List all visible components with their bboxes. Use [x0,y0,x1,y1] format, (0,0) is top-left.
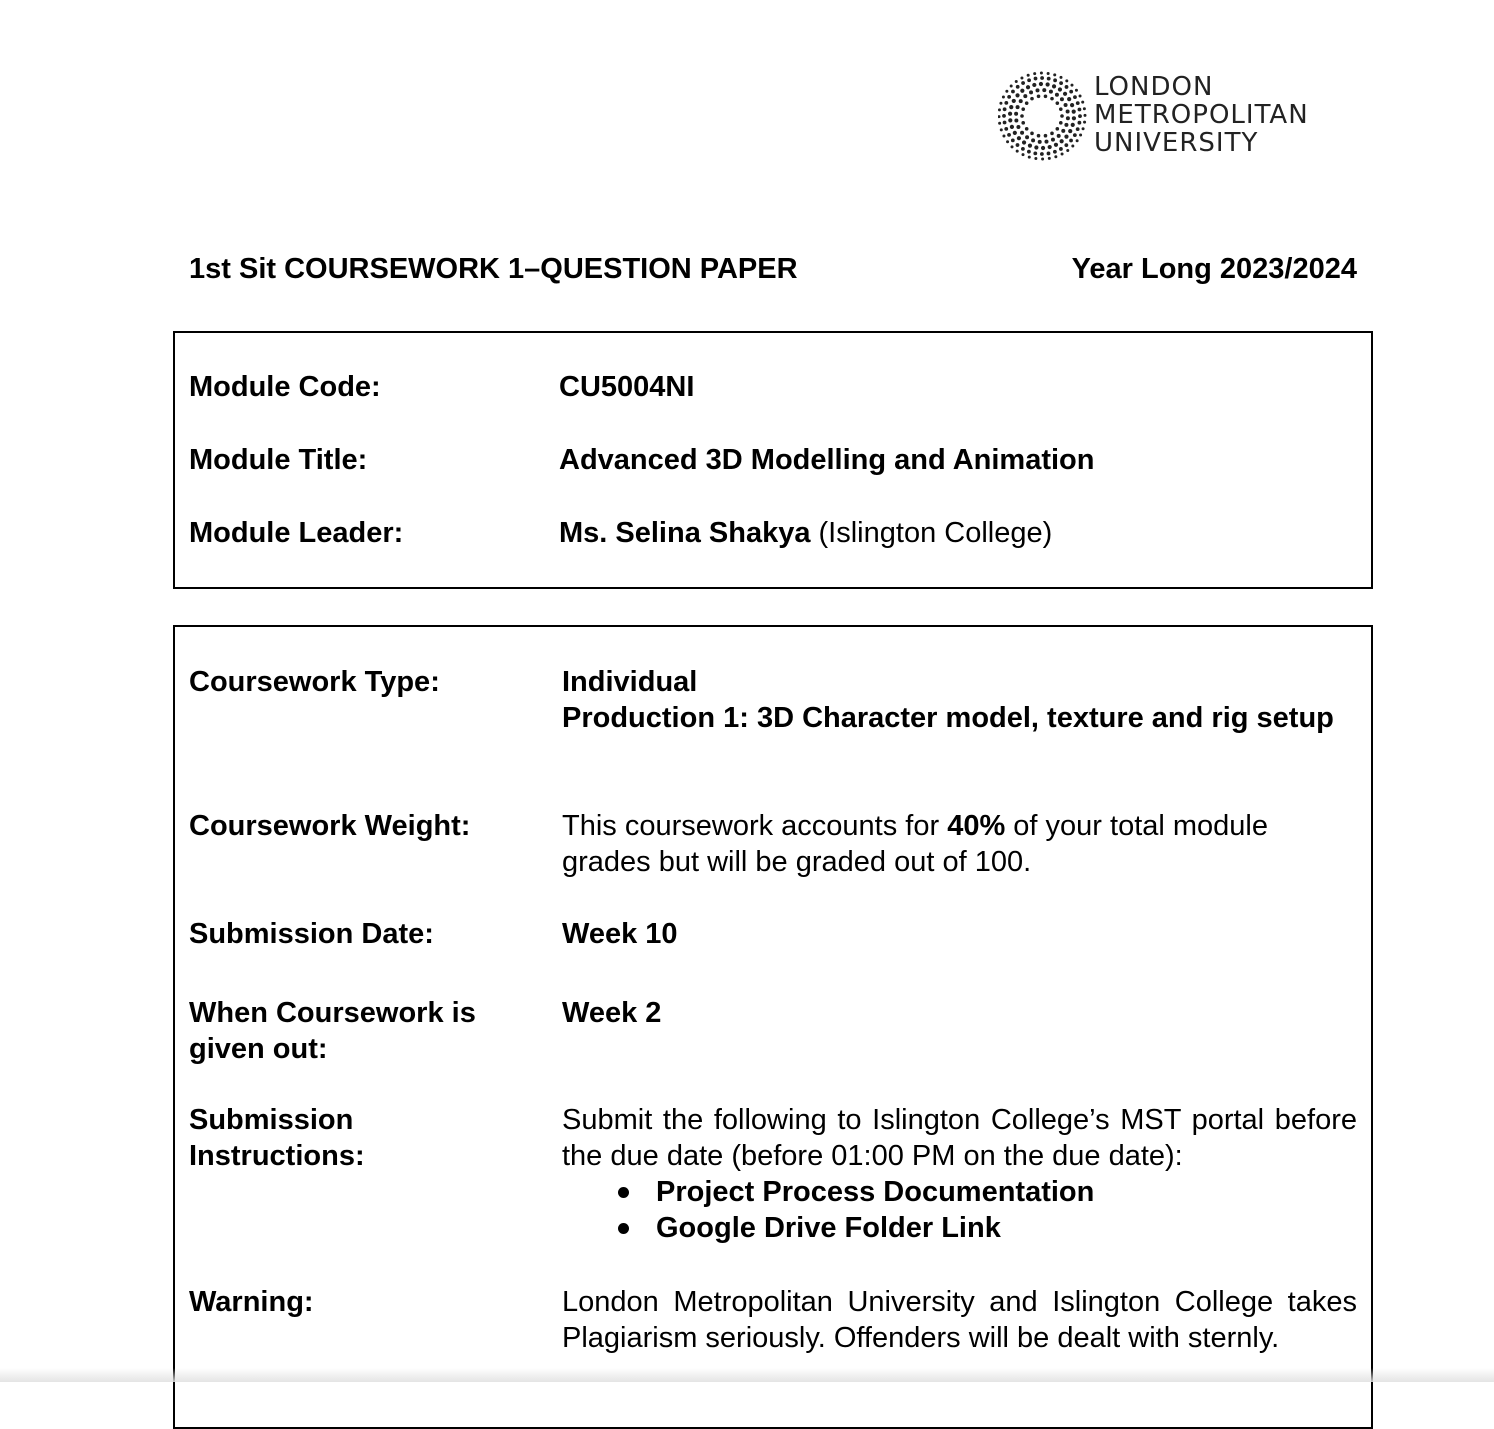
submission-items-list [562,1174,1357,1246]
module-info-box [173,331,1373,589]
module-title-value: Advanced 3D Modelling and Animation [559,444,1095,476]
warning-label: Warning: [189,1286,314,1318]
submission-date-value: Week 10 [562,918,678,950]
logo-line-1: LONDON [1094,72,1214,102]
module-code-value: CU5004NI [559,371,695,403]
submission-instructions-label: Submission Instructions: [189,1104,365,1172]
logo-dot-ring-icon [998,70,1090,162]
coursework-type-label: Coursework Type: [189,666,440,698]
list-item: Google Drive Folder Link [656,1210,1357,1246]
paper-title: 1st Sit COURSEWORK 1–QUESTION PAPER [189,253,798,285]
coursework-type-value [562,664,1357,736]
given-out-value: Week 2 [562,997,662,1029]
logo-wordmark [1094,73,1309,157]
academic-year: Year Long 2023/2024 [1071,253,1357,285]
logo-line-3: UNIVERSITY [1094,128,1259,158]
given-out-label: When Coursework is given out: [189,997,476,1065]
coursework-type-line-1: Individual [562,666,698,698]
warning-text: London Metropolitan University and Islington College takes Plagiarism seriously. Offenders will be dealt with sternly. [562,1286,1357,1354]
weight-text-after: of your total module grades but will be graded out of 100. [562,810,1269,878]
submission-date-label: Submission Date: [189,918,434,950]
weight-percent: 40% [947,810,1006,842]
logo-line-2: METROPOLITAN [1094,100,1309,130]
module-leader-value [559,515,1052,551]
module-leader-label: Module Leader: [189,517,404,549]
weight-text-before: This coursework accounts for [562,810,948,842]
coursework-weight-label: Coursework Weight: [189,810,471,842]
coursework-info-box [173,625,1373,1429]
page-bottom-shadow [0,1368,1494,1382]
university-logo [998,70,1338,162]
coursework-weight-value [562,808,1357,880]
module-title-label: Module Title: [189,444,368,476]
module-leader-name: Ms. Selina Shakya [559,517,811,549]
module-leader-affiliation: (Islington College) [810,517,1053,549]
submission-instructions-text: Submit the following to Islington College’s MST portal before the due date (before 01:00 PM on the due date): [562,1104,1357,1172]
list-item: Project Process Documentation [656,1174,1357,1210]
module-code-label: Module Code: [189,371,381,403]
submission-instructions-value [562,1102,1357,1246]
coursework-type-line-2: Production 1: 3D Character model, texture and rig setup [562,702,1334,734]
